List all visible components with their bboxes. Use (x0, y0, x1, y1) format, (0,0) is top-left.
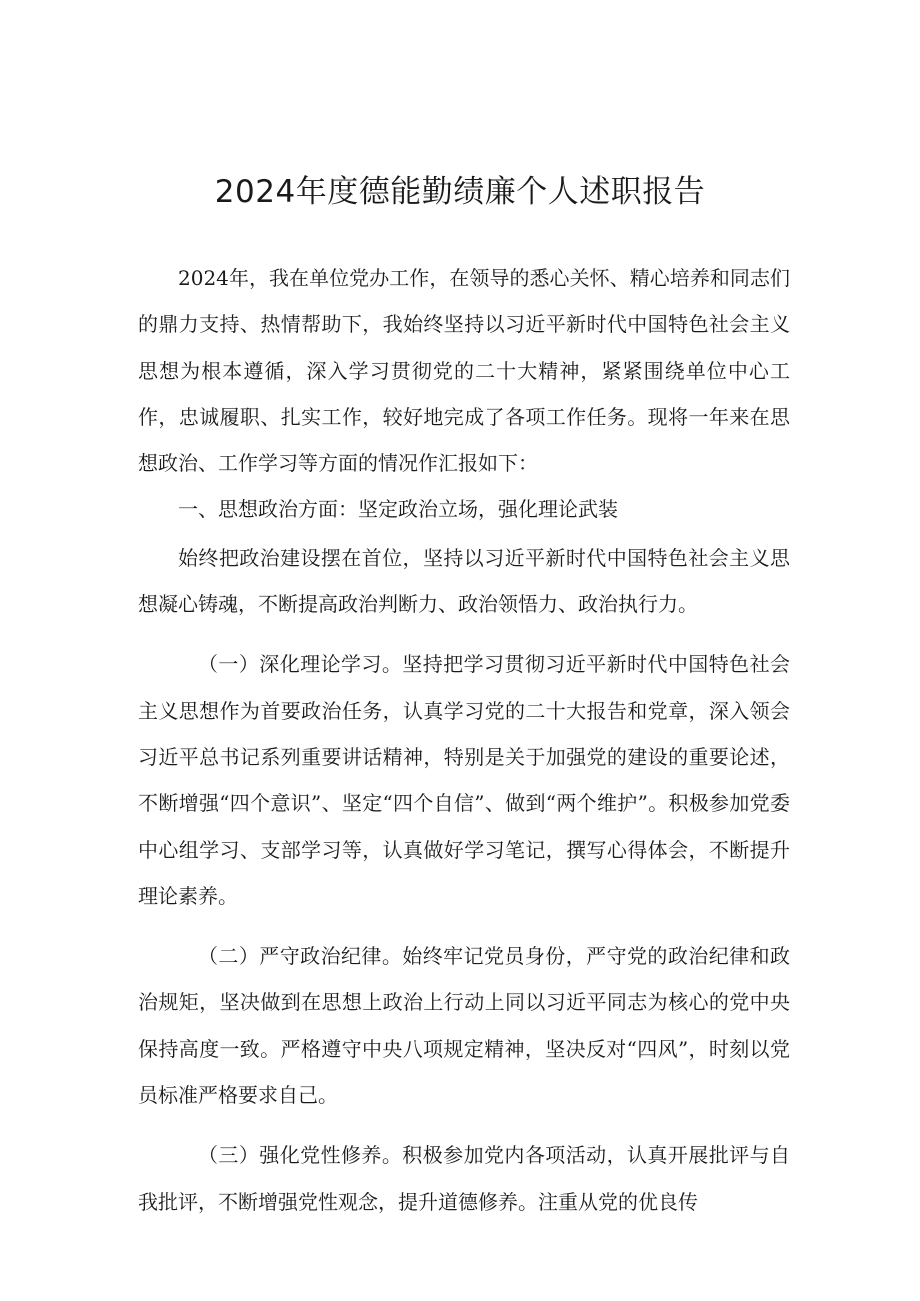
item-paragraph-2: （二）严守政治纪律。始终牢记党员身份，严守党的政治纪律和政治规矩，坚决做到在思想上政治上行动上同以习近平同志为核心的党中央保持高度一致。严格遵守中央八项规定精神，坚决反对“四风”，时刻以党员标准严格要求自己。 (138, 944, 790, 1108)
document-title: 2024年度德能勤绩廉个人述职报告 (214, 174, 706, 210)
item-paragraph-3: （三）强化党性修养。积极参加党内各项活动，认真开展批评与自我批评，不断增强党性观念，提升道德修养。注重从党的优良传 (138, 1143, 790, 1214)
section-lead-paragraph: 始终把政治建设摆在首位，坚持以习近平新时代中国特色社会主义思想凝心铸魂，不断提高政治判断力、政治领悟力、政治执行力。 (138, 545, 790, 617)
item-paragraph-1: （一）深化理论学习。坚持把学习贯彻习近平新时代中国特色社会主义思想作为首要政治任务，认真学习党的二十大报告和党章，深入领会习近平总书记系列重要讲话精神，特别是关于加强党的建设的重要论述，不断增强“四个意识”、坚定“四个自信”、做到“两个维护”。积极参加党委中心组学习、支部学习等，认真做好学习笔记，撰写心得体会，不断提升理论素养。 (138, 652, 790, 908)
section-heading: 一、思想政治方面：坚定政治立场，强化理论武装 (178, 497, 618, 522)
document-body (138, 255, 790, 1225)
intro-paragraph: 2024年，我在单位党办工作，在领导的悉心关怀、精心培养和同志们的鼎力支持、热情帮助下，我始终坚持以习近平新时代中国特色社会主义思想为根本遵循，深入学习贯彻党的二十大精神，紧紧围绕单位中心工作，忠诚履职、扎实工作，较好地完成了各项工作任务。现将一年来在思想政治、工作学习等方面的情况作汇报如下： (138, 266, 790, 476)
